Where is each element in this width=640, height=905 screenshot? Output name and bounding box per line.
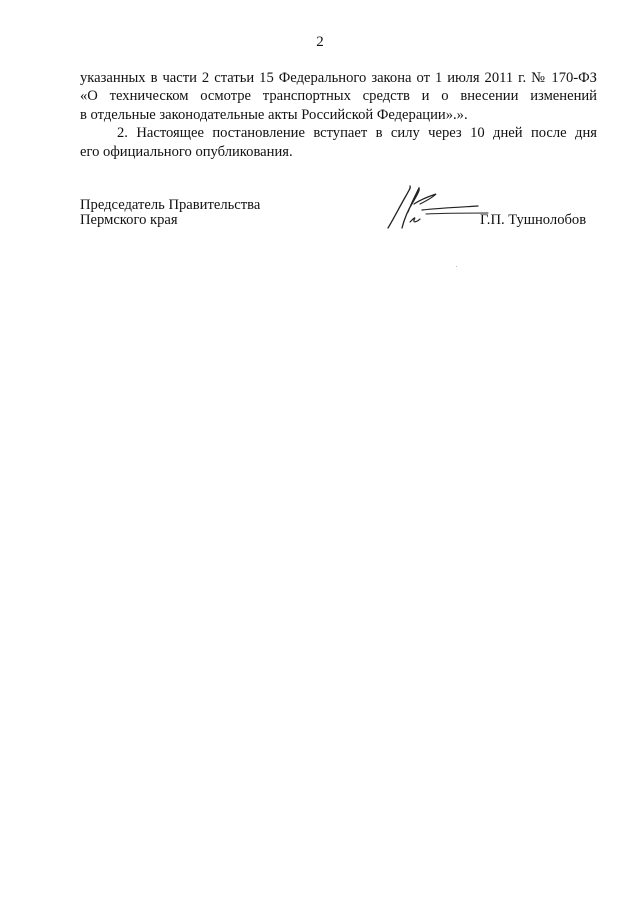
text-line: в отдельные законодательные акты Российской Федерации».». xyxy=(80,106,468,123)
signature-block xyxy=(80,198,600,238)
text-line: указанных в части 2 статьи 15 Федерального закона от 1 июля 2011 г. № 170-ФЗ xyxy=(80,70,597,86)
document-body xyxy=(80,69,597,161)
signer-title-line: Пермского края xyxy=(80,212,178,228)
text-line: его официального опубликования. xyxy=(80,143,293,160)
text-line: «О техническом осмотре транспортных средств и о внесении изменений xyxy=(80,88,597,105)
signer-title xyxy=(80,198,260,228)
paragraph-effective-date xyxy=(80,124,597,161)
signer-name: Г.П. Тушнолобов xyxy=(480,212,587,228)
scan-speck xyxy=(456,266,457,267)
handwritten-signature-icon xyxy=(380,182,490,232)
text-line: 2. Настоящее постановление вступает в силу через 10 дней после дня xyxy=(117,125,597,142)
signer-title-line: Председатель Правительства xyxy=(80,197,261,213)
paragraph-continuation xyxy=(80,69,597,124)
page-number: 2 xyxy=(316,34,324,50)
